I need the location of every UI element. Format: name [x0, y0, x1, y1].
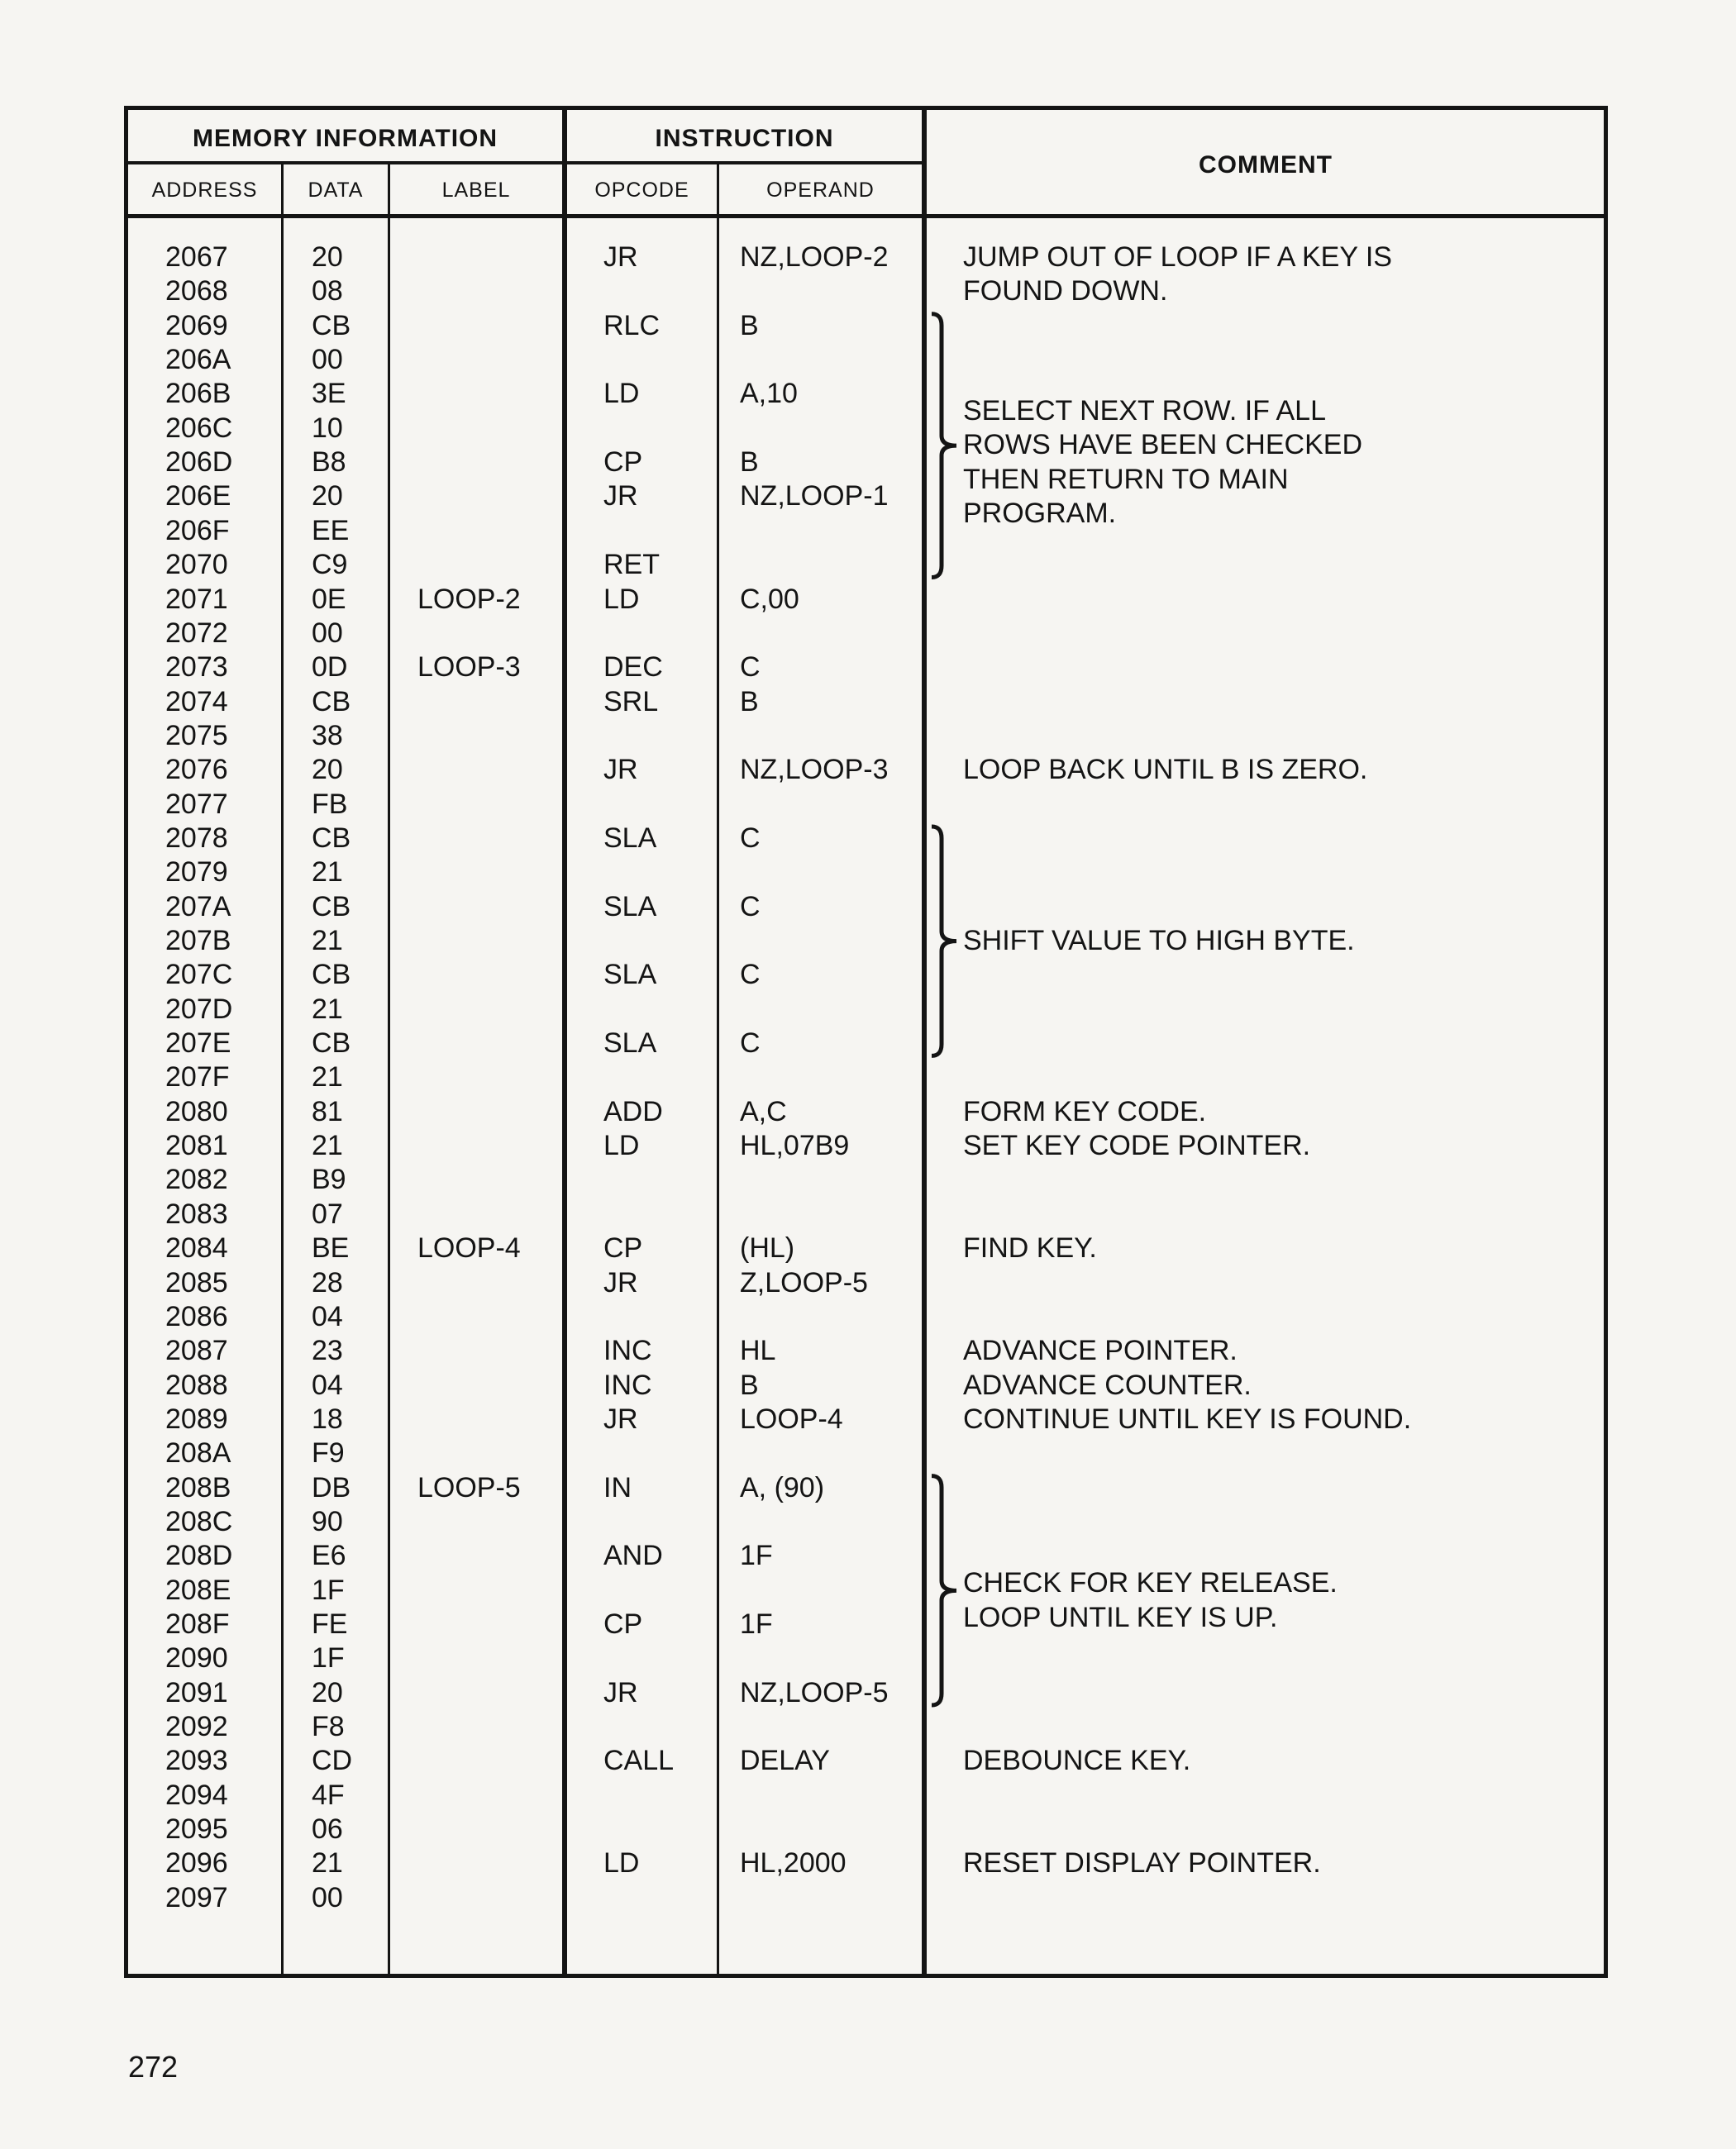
opcode-cell: LD [603, 1130, 640, 1162]
address-cell: 2075 [165, 719, 228, 751]
address-cell: 2095 [165, 1813, 228, 1846]
comment-header: COMMENT [1199, 151, 1333, 179]
label-cell: LOOP-3 [417, 651, 521, 684]
comment-line: CONTINUE UNTIL KEY IS FOUND. [963, 1403, 1412, 1435]
operand-cell: C [740, 890, 761, 922]
address-cell: 2091 [165, 1676, 228, 1708]
data-cell: CB [312, 959, 351, 991]
address-cell: 2089 [165, 1403, 228, 1435]
opcode-cell: SLA [603, 890, 657, 922]
operand-cell: 1F [740, 1540, 773, 1572]
operand-cell: A,C [740, 1095, 787, 1127]
address-cell: 208F [165, 1608, 230, 1640]
data-cell: EE [312, 514, 350, 546]
address-cell: 2067 [165, 241, 228, 273]
address-cell: 2088 [165, 1369, 228, 1401]
data-cell: 0D [312, 651, 348, 684]
data-cell: 18 [312, 1403, 343, 1435]
page-number: 272 [128, 2050, 179, 2084]
comment-brace [932, 827, 956, 1055]
operand-cell: B [740, 309, 759, 341]
opcode-cell: LD [603, 1847, 640, 1880]
data-cell: 81 [312, 1095, 343, 1127]
comment-line: SET KEY CODE POINTER. [963, 1130, 1311, 1162]
address-cell: 2076 [165, 754, 228, 786]
address-cell: 206C [165, 412, 233, 444]
address-cell: 207A [165, 890, 231, 922]
data-cell: 20 [312, 1676, 343, 1708]
data-cell: 21 [312, 1130, 343, 1162]
data-cell: F8 [312, 1711, 345, 1743]
operand-cell: A, (90) [740, 1471, 825, 1503]
address-cell: 2087 [165, 1335, 228, 1367]
comment-brace [932, 314, 956, 578]
operand-cell: HL,2000 [740, 1847, 847, 1880]
opcode-cell: JR [603, 480, 638, 512]
address-cell: 207E [165, 1027, 231, 1060]
data-cell: 20 [312, 754, 343, 786]
operand-cell: C,00 [740, 583, 799, 615]
operand-column-header: OPERAND [766, 179, 875, 202]
address-cell: 2090 [165, 1642, 228, 1675]
comment-brace [932, 1476, 956, 1705]
comment-line: PROGRAM. [963, 498, 1117, 530]
address-cell: 2085 [165, 1266, 228, 1298]
opcode-cell: CP [603, 1608, 643, 1640]
address-cell: 2071 [165, 583, 228, 615]
data-cell: 00 [312, 617, 343, 649]
operand-cell: NZ,LOOP-2 [740, 241, 889, 273]
opcode-cell: CP [603, 1232, 643, 1265]
data-cell: CD [312, 1745, 353, 1777]
opcode-cell: JR [603, 241, 638, 273]
brace-layer [128, 110, 1604, 1974]
operand-cell: NZ,LOOP-5 [740, 1676, 889, 1708]
opcode-cell: CP [603, 446, 643, 479]
address-cell: 207B [165, 925, 231, 956]
operand-cell: NZ,LOOP-1 [740, 480, 889, 512]
data-cell: 38 [312, 719, 343, 751]
opcode-cell: INC [603, 1369, 652, 1401]
opcode-column-header: OPCODE [594, 179, 689, 202]
operand-cell: (HL) [740, 1232, 795, 1265]
label-column-header: LABEL [441, 179, 511, 202]
address-cell: 2078 [165, 822, 228, 854]
address-cell: 2084 [165, 1232, 228, 1265]
data-cell: B8 [312, 446, 346, 479]
data-cell: 04 [312, 1300, 343, 1332]
instruction-header: INSTRUCTION [655, 125, 834, 152]
data-cell: 20 [312, 241, 343, 273]
opcode-cell: JR [603, 1676, 638, 1708]
opcode-cell: ADD [603, 1095, 663, 1127]
label-cell: LOOP-4 [417, 1232, 521, 1265]
address-cell: 208C [165, 1505, 233, 1537]
opcode-cell: SLA [603, 822, 657, 854]
opcode-cell: JR [603, 1266, 638, 1298]
data-cell: CB [312, 685, 351, 717]
operand-cell: A,10 [740, 378, 798, 410]
comment-line: CHECK FOR KEY RELEASE. [963, 1567, 1338, 1599]
data-cell: 21 [312, 993, 343, 1025]
operand-cell: C [740, 1027, 761, 1060]
operand-cell: B [740, 685, 759, 717]
comment-line: ADVANCE COUNTER. [963, 1369, 1252, 1401]
address-cell: 2097 [165, 1881, 228, 1913]
comment-line: FOUND DOWN. [963, 275, 1168, 307]
comment-line: FORM KEY CODE. [963, 1095, 1207, 1127]
address-cell: 2093 [165, 1745, 228, 1777]
operand-cell: 1F [740, 1608, 773, 1640]
data-cell: CB [312, 1027, 351, 1060]
opcode-cell: SRL [603, 685, 659, 717]
address-cell: 2073 [165, 651, 228, 684]
address-cell: 2086 [165, 1300, 228, 1332]
data-cell: F9 [312, 1437, 345, 1470]
comment-line: FIND KEY. [963, 1232, 1097, 1265]
address-cell: 2094 [165, 1779, 228, 1811]
address-cell: 2068 [165, 275, 228, 307]
label-cell: LOOP-2 [417, 583, 521, 615]
address-cell: 206A [165, 344, 231, 376]
data-cell: 04 [312, 1369, 343, 1401]
address-cell: 208B [165, 1471, 231, 1503]
address-cell: 2081 [165, 1130, 228, 1162]
data-cell: C9 [312, 549, 348, 581]
address-column-header: ADDRESS [151, 179, 258, 202]
opcode-cell: AND [603, 1540, 663, 1572]
data-cell: 20 [312, 480, 343, 512]
comment-line: SHIFT VALUE TO HIGH BYTE. [963, 925, 1355, 956]
data-cell: DB [312, 1471, 351, 1503]
data-cell: 06 [312, 1813, 343, 1846]
comment-line: LOOP BACK UNTIL B IS ZERO. [963, 754, 1368, 786]
data-cell: CB [312, 822, 351, 854]
operand-cell: B [740, 1369, 759, 1401]
address-cell: 206F [165, 514, 230, 546]
data-cell: CB [312, 890, 351, 922]
comment-line: JUMP OUT OF LOOP IF A KEY IS [963, 241, 1392, 273]
address-cell: 2096 [165, 1847, 228, 1880]
data-cell: 00 [312, 344, 343, 376]
data-cell: 21 [312, 856, 343, 889]
data-cell: 0E [312, 583, 346, 615]
address-cell: 2077 [165, 788, 228, 820]
data-cell: FE [312, 1608, 348, 1640]
address-cell: 2074 [165, 685, 228, 717]
assembly-listing-table [124, 106, 1608, 1978]
address-cell: 2082 [165, 1164, 228, 1196]
data-column-header: DATA [308, 179, 364, 202]
opcode-cell: LD [603, 378, 640, 410]
data-cell: 4F [312, 1779, 345, 1811]
opcode-cell: SLA [603, 959, 657, 991]
address-cell: 207F [165, 1061, 230, 1094]
operand-cell: LOOP-4 [740, 1403, 843, 1435]
address-cell: 208E [165, 1574, 231, 1606]
data-cell: CB [312, 309, 351, 341]
data-cell: 10 [312, 412, 343, 444]
operand-cell: DELAY [740, 1745, 830, 1777]
comment-line: ADVANCE POINTER. [963, 1335, 1238, 1367]
address-cell: 2072 [165, 617, 228, 649]
data-cell: 21 [312, 1847, 343, 1880]
comment-line: RESET DISPLAY POINTER. [963, 1847, 1321, 1880]
data-cell: 1F [312, 1574, 345, 1606]
operand-cell: C [740, 651, 761, 684]
address-cell: 206D [165, 446, 233, 479]
opcode-cell: RLC [603, 309, 661, 341]
data-cell: 07 [312, 1198, 343, 1230]
address-cell: 2092 [165, 1711, 228, 1743]
opcode-cell: JR [603, 754, 638, 786]
comment-line: LOOP UNTIL KEY IS UP. [963, 1601, 1278, 1633]
address-cell: 2083 [165, 1198, 228, 1230]
data-cell: 23 [312, 1335, 343, 1367]
label-cell: LOOP-5 [417, 1471, 521, 1503]
opcode-cell: IN [603, 1471, 632, 1503]
data-cell: B9 [312, 1164, 346, 1196]
data-cell: E6 [312, 1540, 346, 1572]
memory-information-header: MEMORY INFORMATION [192, 125, 498, 152]
operand-cell: C [740, 959, 761, 991]
address-cell: 208D [165, 1540, 233, 1572]
data-cell: BE [312, 1232, 350, 1265]
opcode-cell: RET [603, 549, 660, 581]
address-cell: 2069 [165, 309, 228, 341]
opcode-cell: JR [603, 1403, 638, 1435]
operand-cell: HL [740, 1335, 776, 1367]
data-cell: 00 [312, 1881, 343, 1913]
data-cell: 28 [312, 1266, 343, 1298]
address-cell: 2080 [165, 1095, 228, 1127]
data-cell: 21 [312, 925, 343, 956]
comment-line: DEBOUNCE KEY. [963, 1745, 1191, 1777]
comment-line: THEN RETURN TO MAIN [963, 463, 1289, 495]
comment-line: SELECT NEXT ROW. IF ALL [963, 395, 1326, 427]
data-cell: 3E [312, 378, 346, 410]
address-cell: 207D [165, 993, 233, 1025]
data-cell: FB [312, 788, 348, 820]
operand-cell: HL,07B9 [740, 1130, 850, 1162]
address-cell: 2079 [165, 856, 228, 889]
opcode-cell: CALL [603, 1745, 675, 1777]
operand-cell: Z,LOOP-5 [740, 1266, 868, 1298]
address-cell: 208A [165, 1437, 231, 1470]
comment-line: ROWS HAVE BEEN CHECKED [963, 429, 1363, 461]
address-cell: 207C [165, 959, 233, 991]
address-cell: 206E [165, 480, 231, 512]
data-cell: 90 [312, 1505, 343, 1537]
data-cell: 08 [312, 275, 343, 307]
opcode-cell: SLA [603, 1027, 657, 1060]
operand-cell: NZ,LOOP-3 [740, 754, 889, 786]
address-cell: 2070 [165, 549, 228, 581]
opcode-cell: LD [603, 583, 640, 615]
opcode-cell: DEC [603, 651, 663, 684]
operand-cell: B [740, 446, 759, 479]
operand-cell: C [740, 822, 761, 854]
data-cell: 1F [312, 1642, 345, 1675]
opcode-cell: INC [603, 1335, 652, 1367]
data-cell: 21 [312, 1061, 343, 1094]
address-cell: 206B [165, 378, 231, 410]
